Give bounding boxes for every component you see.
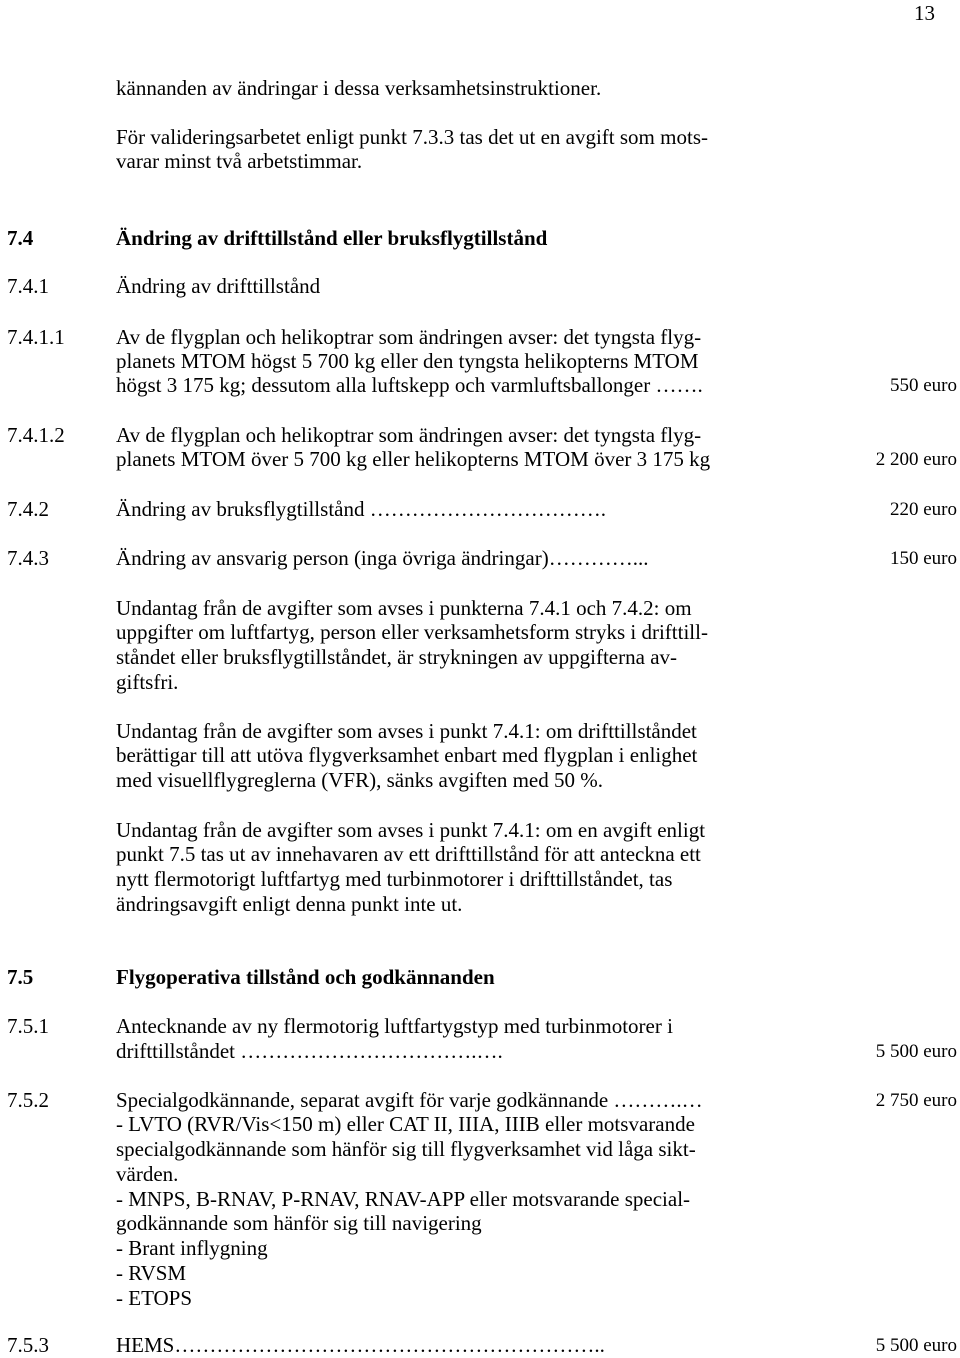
exception-line: nytt flermotorigt luftfartyg med turbinmotorer i drifttillståndet, tas	[116, 867, 673, 891]
page-number: 13	[914, 1, 935, 25]
exception-line: Undantag från de avgifter som avses i punkt 7.4.1: om en avgift enligt	[116, 818, 706, 842]
exception-line: ändringsavgift enligt denna punkt inte ut.	[116, 892, 463, 916]
exception-line: berättigar till att utöva flygverksamhet enbart med flygplan i enlighet	[116, 743, 698, 767]
item-text-line: - RVSM	[116, 1261, 187, 1285]
item-text-line: - ETOPS	[116, 1286, 193, 1310]
section-number: 7.5	[7, 965, 34, 989]
item-text-line: Specialgodkännande, separat avgift för varje godkännande ……….…	[116, 1088, 703, 1112]
section-heading: Flygoperativa tillstånd och godkännanden	[116, 965, 495, 989]
exception-line: Undantag från de avgifter som avses i punkt 7.4.1: om drifttillståndet	[116, 719, 697, 743]
item-number: 7.5.2	[7, 1088, 49, 1112]
item-number: 7.4.3	[7, 546, 49, 570]
exception-line: ståndet eller bruksflygtillståndet, är strykningen av uppgifterna av-	[116, 645, 678, 669]
fee-amount: 5 500 euro	[875, 1335, 957, 1356]
item-text-line: specialgodkännande som hänför sig till flygverksamhet vid låga sikt-	[116, 1137, 696, 1161]
item-number: 7.4.1.2	[7, 423, 65, 447]
item-text-line: - LVTO (RVR/Vis<150 m) eller CAT II, IIIA, IIIB eller motsvarande	[116, 1112, 695, 1136]
item-number: 7.4.2	[7, 497, 49, 521]
fee-amount: 220 euro	[889, 499, 957, 520]
item-number: 7.5.1	[7, 1014, 49, 1038]
exception-line: giftsfri.	[116, 670, 179, 694]
intro-line: kännanden av ändringar i dessa verksamhetsinstruktioner.	[116, 76, 602, 100]
item-text-line: - Brant inflygning	[116, 1236, 268, 1260]
item-text-line: högst 3 175 kg; dessutom alla luftskepp och varmluftsballonger …….	[116, 373, 703, 397]
item-text-line: - MNPS, B-RNAV, P-RNAV, RNAV-APP eller motsvarande special-	[116, 1187, 691, 1211]
exception-line: Undantag från de avgifter som avses i punkterna 7.4.1 och 7.4.2: om	[116, 596, 692, 620]
exception-line: uppgifter om luftfartyg, person eller verksamhetsform stryks i drifttill-	[116, 620, 708, 644]
fee-amount: 150 euro	[889, 548, 957, 569]
item-text-line: Ändring av bruksflygtillstånd …………………………….	[116, 497, 606, 521]
fee-amount: 2 750 euro	[875, 1090, 957, 1111]
item-number: 7.5.3	[7, 1333, 49, 1357]
exception-line: punkt 7.5 tas ut av innehavaren av ett drifttillstånd för att anteckna ett	[116, 842, 701, 866]
subsection-heading: Ändring av drifttillstånd	[116, 274, 321, 298]
item-text-line: Antecknande av ny flermotorig luftfartygstyp med turbinmotorer i	[116, 1014, 673, 1038]
item-text-line: Av de flygplan och helikoptrar som ändringen avser: det tyngsta flyg-	[116, 325, 702, 349]
subsection-number: 7.4.1	[7, 274, 49, 298]
fee-amount: 2 200 euro	[875, 449, 957, 470]
item-text-line: godkännande som hänför sig till navigering	[116, 1211, 482, 1235]
item-text-line: Av de flygplan och helikoptrar som ändringen avser: det tyngsta flyg-	[116, 423, 702, 447]
item-text-line: värden.	[116, 1162, 179, 1186]
section-heading: Ändring av drifttillstånd eller bruksflygtillstånd	[116, 226, 548, 250]
item-text-line: drifttillståndet …………………………….….	[116, 1039, 503, 1063]
fee-amount: 550 euro	[889, 375, 957, 396]
item-text-line: planets MTOM högst 5 700 kg eller den tyngsta helikopterns MTOM	[116, 349, 699, 373]
validation-line: varar minst två arbetstimmar.	[116, 149, 363, 173]
section-number: 7.4	[7, 226, 34, 250]
item-text-line: Ändring av ansvarig person (inga övriga ändringar)…………...	[116, 546, 649, 570]
item-number: 7.4.1.1	[7, 325, 65, 349]
validation-line: För valideringsarbetet enligt punkt 7.3.3 tas det ut en avgift som mots-	[116, 125, 708, 149]
item-text-line: planets MTOM över 5 700 kg eller helikopterns MTOM över 3 175 kg	[116, 447, 711, 471]
fee-amount: 5 500 euro	[875, 1041, 957, 1062]
item-text-line: HEMS……………………………………………………..	[116, 1333, 605, 1357]
exception-line: med visuellflygreglerna (VFR), sänks avgiften med 50 %.	[116, 768, 603, 792]
